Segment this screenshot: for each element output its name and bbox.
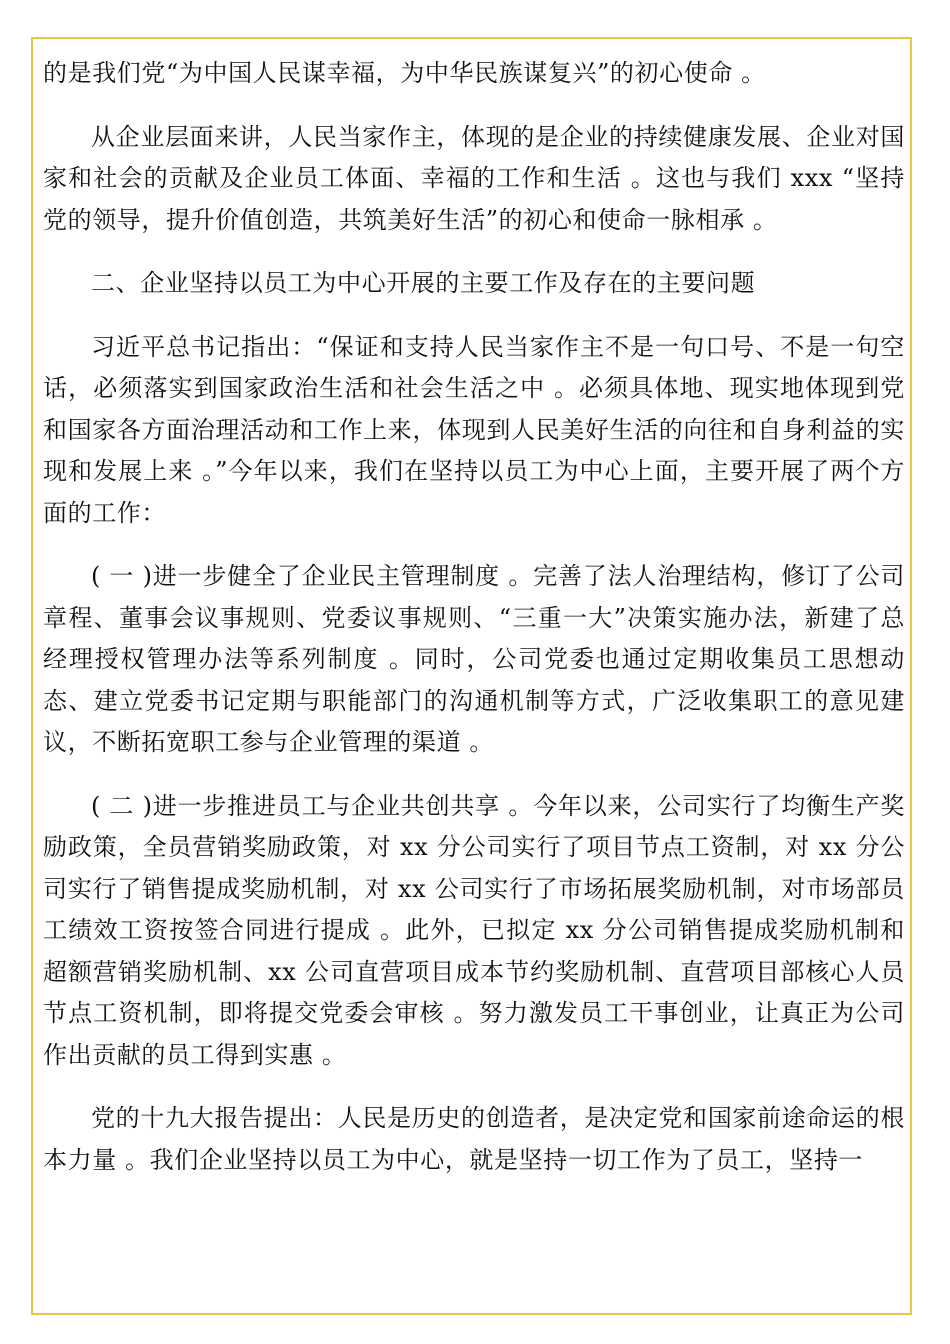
paragraph-gap [43,534,905,556]
paragraph-item-one: ( 一 )进一步健全了企业民主管理制度 。完善了法人治理结构，修订了公司章程、董事会议事规则、党委议事规则、“三重一大”决策实施办法，新建了总经理授权管理办法等系列制度 。同时，公司党委也通过定期收集员工思想动态、建立党委书记定期与职能部门的沟通机制等方式，广泛收集职工的意见建议，不断拓宽职工参与企业管理的渠道 。 [43,562,905,756]
paragraph-gap [43,1076,905,1098]
document-body [43,53,905,1181]
paragraph-gap [43,764,905,786]
paragraph-gap [43,241,905,263]
paragraph-gap [43,95,905,117]
paragraph-nineteenth-congress: 党的十九大报告提出：人民是历史的创造者，是决定党和国家前途命运的根本力量 。我们企业坚持以员工为中心，就是坚持一切工作为了员工，坚持一 [43,1104,905,1174]
paragraph-quote-xi: 习近平总书记指出：“保证和支持人民当家作主不是一句口号、不是一句空话，必须落实到国家政治生活和社会生活之中 。必须具体地、现实地体现到党和国家各方面治理活动和工作上来，体现到人民美好生活的向往和自身利益的实现和发展上来 。”今年以来，我们在坚持以员工为中心上面，主要开展了两个方面的工作： [43,332,905,527]
document-page-frame [31,37,912,1315]
section-heading-two: 二、企业坚持以员工为中心开展的主要工作及存在的主要问题 [91,269,756,297]
paragraph-item-two: ( 二 )进一步推进员工与企业共创共享 。今年以来，公司实行了均衡生产奖励政策，全员营销奖励政策，对 xx 分公司实行了项目节点工资制，对 xx 分公司实行了销售提成奖励机制，对 xx 公司实行了市场拓展奖励机制，对市场部员工绩效工资按签合同进行提成 。此外，已拟定 xx 分公司销售提成奖励机制和超额营销奖励机制、xx 公司直营项目成本节约奖励机制、直营项目部核心人员节点工资机制，即将提交党委会审核 。努力激发员工干事创业，让真正为公司作出贡献的员工得到实惠 。 [43,791,905,1069]
paragraph-gap [43,305,905,327]
paragraph-mission-continuation: 的是我们党“为中国人民谋幸福，为中华民族谋复兴”的初心使命 。 [43,59,766,87]
paragraph-enterprise-level: 从企业层面来讲，人民当家作主，体现的是企业的持续健康发展、企业对国家和社会的贡献及企业员工体面、幸福的工作和生活 。这也与我们 xxx “坚持党的领导，提升价值创造，共筑美好生活”的初心和使命一脉相承 。 [43,122,905,234]
